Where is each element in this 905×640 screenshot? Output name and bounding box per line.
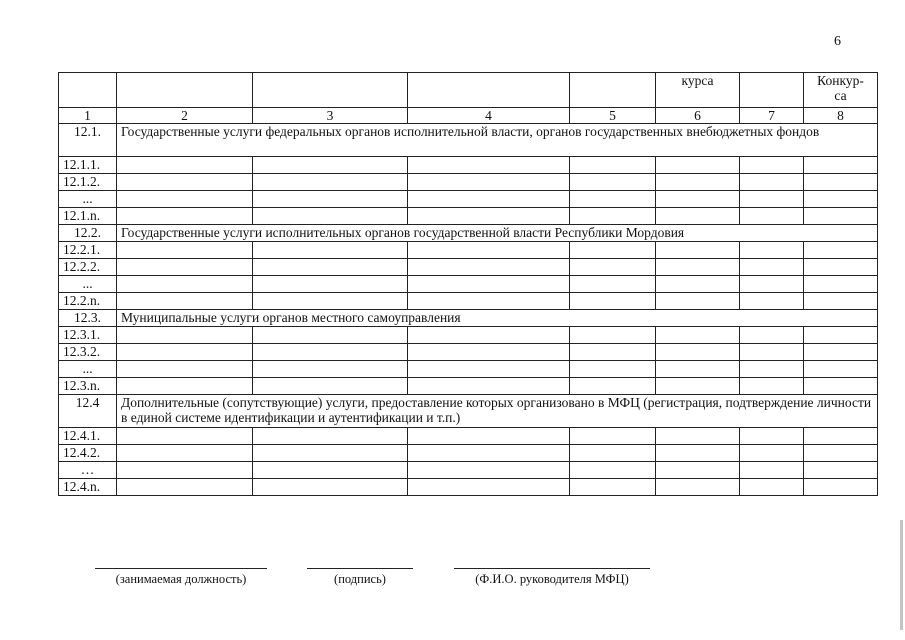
empty-cell — [408, 157, 570, 174]
row-code: 12.1.2. — [59, 174, 117, 191]
empty-cell — [804, 174, 878, 191]
empty-cell — [804, 293, 878, 310]
empty-cell — [570, 327, 656, 344]
column-number: 3 — [253, 108, 408, 124]
empty-cell — [408, 327, 570, 344]
header-cell — [740, 73, 804, 108]
header-cell — [117, 73, 253, 108]
empty-cell — [740, 174, 804, 191]
services-table — [58, 72, 878, 496]
column-number: 6 — [656, 108, 740, 124]
empty-cell — [117, 208, 253, 225]
empty-cell — [740, 428, 804, 445]
empty-cell — [408, 445, 570, 462]
empty-cell — [117, 462, 253, 479]
empty-cell — [408, 462, 570, 479]
table-row — [59, 174, 878, 191]
empty-cell — [656, 259, 740, 276]
header-cell — [253, 73, 408, 108]
table-row — [59, 361, 878, 378]
empty-cell — [804, 428, 878, 445]
empty-cell — [408, 378, 570, 395]
empty-cell — [117, 361, 253, 378]
row-code: 12.2.1. — [59, 242, 117, 259]
table-row — [59, 445, 878, 462]
empty-cell — [656, 361, 740, 378]
empty-cell — [656, 293, 740, 310]
header-cell — [408, 73, 570, 108]
row-code: 12.1.1. — [59, 157, 117, 174]
row-code: 12.1.n. — [59, 208, 117, 225]
empty-cell — [804, 344, 878, 361]
table-row — [59, 157, 878, 174]
table-header-row — [59, 73, 878, 108]
table-row — [59, 276, 878, 293]
empty-cell — [804, 157, 878, 174]
empty-cell — [408, 208, 570, 225]
empty-cell — [804, 242, 878, 259]
empty-cell — [804, 191, 878, 208]
section-code: 12.3. — [59, 310, 117, 327]
header-cell — [570, 73, 656, 108]
empty-cell — [740, 445, 804, 462]
empty-cell — [570, 293, 656, 310]
empty-cell — [408, 242, 570, 259]
table-row — [59, 428, 878, 445]
empty-cell — [656, 445, 740, 462]
row-code: ... — [59, 191, 117, 208]
empty-cell — [117, 378, 253, 395]
empty-cell — [570, 361, 656, 378]
empty-cell — [570, 445, 656, 462]
row-code: 12.3.n. — [59, 378, 117, 395]
row-code: 12.4.2. — [59, 445, 117, 462]
column-number: 8 — [804, 108, 878, 124]
row-code: 12.4.n. — [59, 479, 117, 496]
column-number-row — [59, 108, 878, 124]
empty-cell — [117, 242, 253, 259]
empty-cell — [117, 259, 253, 276]
table-row — [59, 293, 878, 310]
empty-cell — [740, 344, 804, 361]
section-title: Государственные услуги федеральных органов исполнительной власти, органов государственных внебюджетных фондов — [117, 124, 878, 157]
empty-cell — [656, 157, 740, 174]
empty-cell — [408, 428, 570, 445]
empty-cell — [117, 344, 253, 361]
empty-cell — [570, 479, 656, 496]
empty-cell — [408, 174, 570, 191]
empty-cell — [117, 191, 253, 208]
row-code: 12.2.2. — [59, 259, 117, 276]
empty-cell — [570, 208, 656, 225]
table-row — [59, 344, 878, 361]
empty-cell — [804, 479, 878, 496]
empty-cell — [570, 462, 656, 479]
signature-line — [307, 568, 413, 569]
header-cell — [59, 73, 117, 108]
empty-cell — [253, 293, 408, 310]
empty-cell — [253, 327, 408, 344]
empty-cell — [740, 378, 804, 395]
header-cell-course: курса — [656, 73, 740, 108]
position-caption: (занимаемая должность) — [115, 572, 247, 586]
section-title: Муниципальные услуги органов местного самоуправления — [117, 310, 878, 327]
table-row — [59, 191, 878, 208]
position-signature-line — [95, 568, 267, 569]
empty-cell — [117, 327, 253, 344]
empty-cell — [656, 242, 740, 259]
section-row — [59, 225, 878, 242]
empty-cell — [117, 479, 253, 496]
empty-cell — [253, 276, 408, 293]
section-code: 12.2. — [59, 225, 117, 242]
empty-cell — [253, 445, 408, 462]
empty-cell — [253, 344, 408, 361]
table-row — [59, 242, 878, 259]
empty-cell — [253, 174, 408, 191]
empty-cell — [408, 361, 570, 378]
empty-cell — [804, 462, 878, 479]
empty-cell — [656, 462, 740, 479]
section-row — [59, 310, 878, 327]
empty-cell — [656, 378, 740, 395]
empty-cell — [408, 191, 570, 208]
empty-cell — [570, 428, 656, 445]
empty-cell — [804, 208, 878, 225]
empty-cell — [740, 191, 804, 208]
empty-cell — [656, 428, 740, 445]
empty-cell — [740, 259, 804, 276]
empty-cell — [117, 293, 253, 310]
table-row — [59, 327, 878, 344]
row-code: ... — [59, 361, 117, 378]
section-row — [59, 124, 878, 157]
empty-cell — [570, 259, 656, 276]
empty-cell — [656, 276, 740, 293]
empty-cell — [253, 479, 408, 496]
empty-cell — [656, 479, 740, 496]
empty-cell — [253, 361, 408, 378]
row-code: 12.3.1. — [59, 327, 117, 344]
empty-cell — [804, 259, 878, 276]
column-number: 1 — [59, 108, 117, 124]
column-number: 4 — [408, 108, 570, 124]
empty-cell — [408, 276, 570, 293]
empty-cell — [408, 344, 570, 361]
empty-cell — [117, 428, 253, 445]
scan-margin-mark — [900, 520, 903, 630]
name-signature-line — [454, 568, 650, 569]
empty-cell — [570, 242, 656, 259]
section-code: 12.4 — [59, 395, 117, 428]
column-number: 2 — [117, 108, 253, 124]
section-row — [59, 395, 878, 428]
empty-cell — [804, 378, 878, 395]
empty-cell — [253, 462, 408, 479]
empty-cell — [408, 479, 570, 496]
page-number: 6 — [834, 34, 841, 49]
column-number: 5 — [570, 108, 656, 124]
empty-cell — [740, 293, 804, 310]
row-code: 12.2.n. — [59, 293, 117, 310]
empty-cell — [253, 242, 408, 259]
table-row — [59, 479, 878, 496]
empty-cell — [253, 378, 408, 395]
empty-cell — [253, 208, 408, 225]
name-caption: (Ф.И.О. руководителя МФЦ) — [475, 572, 629, 586]
empty-cell — [253, 428, 408, 445]
empty-cell — [740, 327, 804, 344]
empty-cell — [570, 174, 656, 191]
empty-cell — [740, 361, 804, 378]
header-cell-competition: Конкур- са — [804, 73, 878, 108]
empty-cell — [570, 157, 656, 174]
empty-cell — [740, 242, 804, 259]
empty-cell — [253, 259, 408, 276]
row-code: 12.3.2. — [59, 344, 117, 361]
empty-cell — [740, 462, 804, 479]
section-title: Дополнительные (сопутствующие) услуги, предоставление которых организовано в МФЦ (регистрация, подтверждение личности в единой системе идентификации и аутентификации и т.п.) — [117, 395, 878, 428]
empty-cell — [570, 276, 656, 293]
empty-cell — [117, 174, 253, 191]
table-row — [59, 462, 878, 479]
empty-cell — [656, 327, 740, 344]
empty-cell — [804, 445, 878, 462]
column-number: 7 — [740, 108, 804, 124]
empty-cell — [570, 191, 656, 208]
empty-cell — [253, 191, 408, 208]
empty-cell — [656, 208, 740, 225]
row-code: 12.4.1. — [59, 428, 117, 445]
empty-cell — [117, 157, 253, 174]
signature-caption: (подпись) — [334, 572, 386, 586]
empty-cell — [804, 276, 878, 293]
empty-cell — [740, 276, 804, 293]
table-row — [59, 378, 878, 395]
empty-cell — [740, 157, 804, 174]
table-row — [59, 259, 878, 276]
row-code: ... — [59, 276, 117, 293]
empty-cell — [656, 344, 740, 361]
empty-cell — [656, 174, 740, 191]
empty-cell — [117, 445, 253, 462]
section-code: 12.1. — [59, 124, 117, 157]
empty-cell — [408, 293, 570, 310]
empty-cell — [253, 157, 408, 174]
table-row — [59, 208, 878, 225]
empty-cell — [408, 259, 570, 276]
empty-cell — [570, 344, 656, 361]
empty-cell — [570, 378, 656, 395]
empty-cell — [656, 191, 740, 208]
empty-cell — [117, 276, 253, 293]
empty-cell — [740, 479, 804, 496]
empty-cell — [804, 327, 878, 344]
empty-cell — [804, 361, 878, 378]
section-title: Государственные услуги исполнительных органов государственной власти Республики Мордовия — [117, 225, 878, 242]
row-code: … — [59, 462, 117, 479]
empty-cell — [740, 208, 804, 225]
